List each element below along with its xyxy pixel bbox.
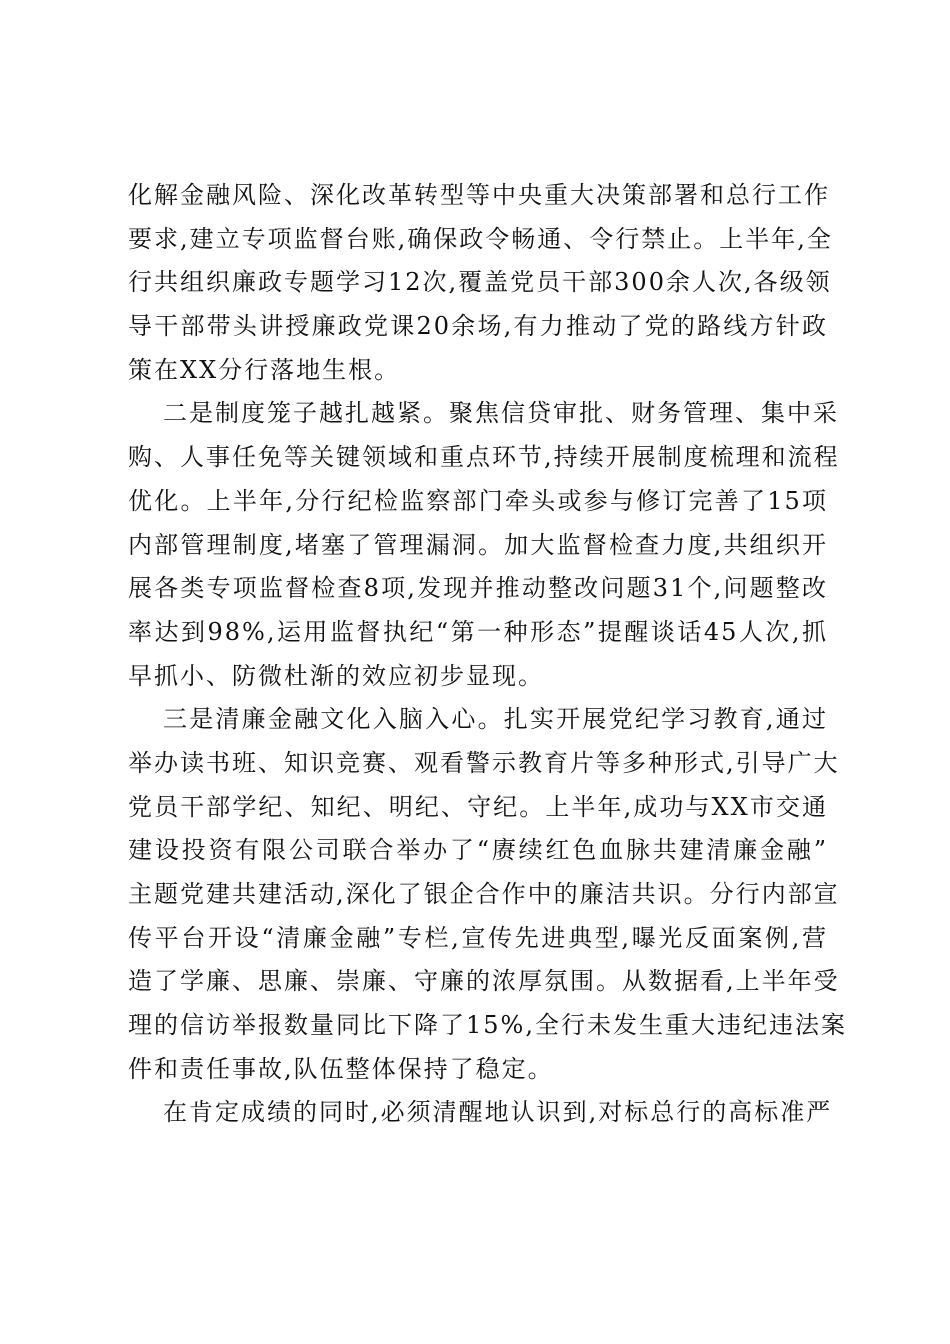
text-line: 导干部带头讲授廉政党课20余场,有力推动了党的路线方针政: [128, 312, 828, 341]
paragraph: [128, 698, 847, 1091]
text-line: 内部管理制度,堵塞了管理漏洞。加大监督检查力度,共组织开: [128, 530, 828, 559]
text-line: 件和责任事故,队伍整体保持了稳定。: [128, 1054, 554, 1083]
text-line: 早抓小、防微杜渐的效应初步显现。: [128, 661, 544, 690]
text-line: 理的信访举报数量同比下降了15%,全行未发生重大违纪违法案: [128, 1011, 847, 1040]
paragraph: [128, 1091, 833, 1135]
text-line: 化解金融风险、深化改革转型等中央重大决策部署和总行工作: [128, 181, 830, 209]
text-line: 优化。上半年,分行纪检监察部门牵头或参与修订完善了15项: [128, 486, 828, 515]
text-line: 在肯定成绩的同时,必须清醒地认识到,对标总行的高标准严: [163, 1098, 833, 1127]
text-line: 造了学廉、思廉、崇廉、守廉的浓厚氛围。从数据看,上半年受: [128, 967, 840, 996]
text-line: 率达到98%,运用监督执纪“第一种形态”提醒谈话45人次,抓: [128, 617, 828, 646]
text-line: 党员干部学纪、知纪、明纪、守纪。上半年,成功与XX市交通: [128, 792, 828, 821]
paragraph: [128, 392, 840, 698]
document-page: [128, 174, 847, 1135]
text-line: 传平台开设“清廉金融”专栏,宣传先进典型,曝光反面案例,营: [128, 923, 828, 952]
text-line: 展各类专项监督检查8项,发现并推动整改问题31个,问题整改: [128, 574, 828, 603]
paragraph: [128, 174, 833, 392]
text-line: 建设投资有限公司联合举办了“赓续红色血脉共建清廉金融”: [128, 836, 828, 865]
text-line: 策在XX分行落地生根。: [128, 355, 401, 384]
text-line: 二是制度笼子越扎越紧。聚焦信贷审批、财务管理、集中采: [163, 399, 839, 428]
text-line: 三是清廉金融文化入脑入心。扎实开展党纪学习教育,通过: [163, 705, 828, 734]
text-line: 行共组织廉政专题学习12次,覆盖党员干部300余人次,各级领: [128, 268, 832, 297]
text-line: 购、人事任免等关键领域和重点环节,持续开展制度梳理和流程: [128, 443, 840, 472]
text-line: 要求,建立专项监督台账,确保政令畅通、令行禁止。上半年,全: [128, 224, 833, 253]
text-line: 举办读书班、知识竞赛、观看警示教育片等多种形式,引导广大: [128, 748, 840, 777]
text-line: 主题党建共建活动,深化了银企合作中的廉洁共识。分行内部宣: [128, 880, 840, 908]
